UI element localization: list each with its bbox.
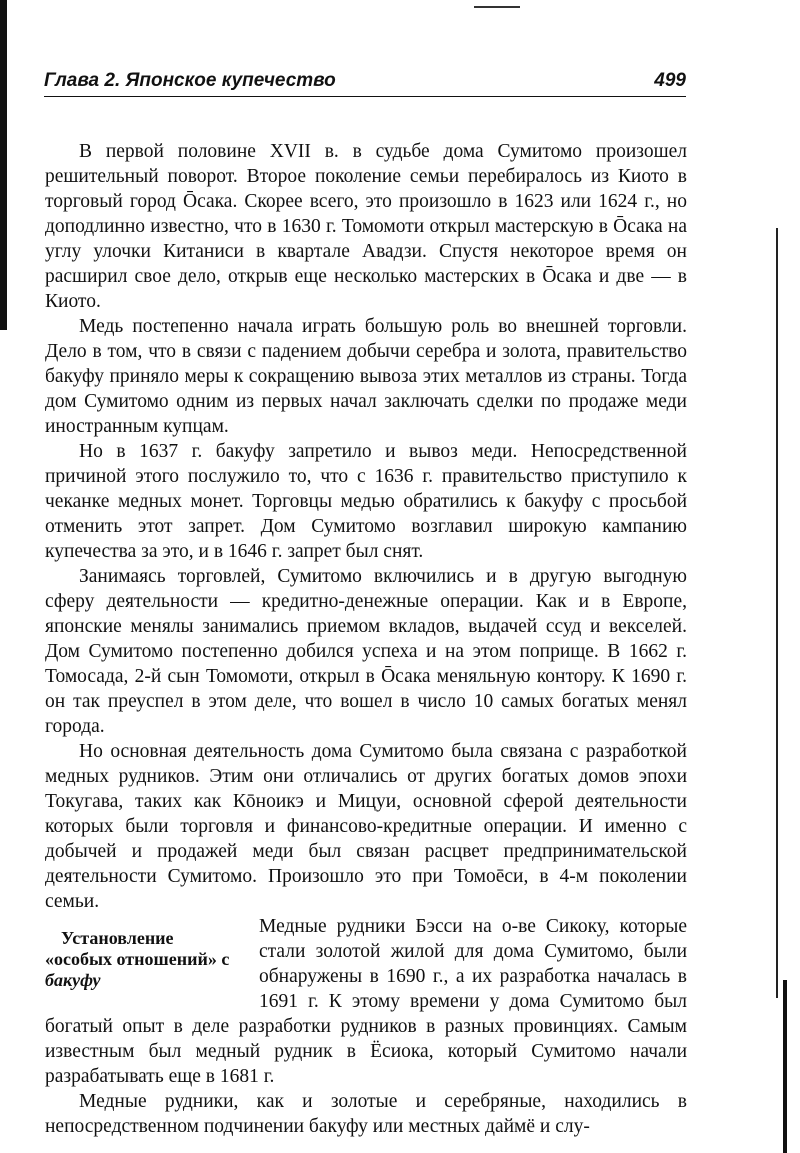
- margin-heading-text: Установление «особых отношений» с: [45, 928, 230, 969]
- scan-edge-right-lower: [783, 980, 787, 1153]
- running-header: [44, 70, 686, 97]
- page-body: [45, 139, 687, 1139]
- scan-edge-left: [0, 0, 7, 330]
- paragraph: В первой половине XVII в. в судьбе дома Сумитомо произошел решительный поворот. Второе поколение семьи перебиралось из Киото в торговый город Ōсака. Скорее всего, это произошло в 1623 или 1624 г., но доподлинно известно, что в 1630 г. Томомоти открыл мастерскую в Ōсака на углу улочки Китаниси в квартале Авадзи. Спустя некоторое время он расширил свое дело, открыв еще несколько мастерских в Ōсака и две — в Киото.: [45, 141, 687, 312]
- paragraph: Медь постепенно начала играть большую роль во внешней торговли. Дело в том, что в связи с падением добычи серебра и золота, правительство бакуфу приняло меры к сокращению вывоза этих металлов из страны. Тогда дом Сумитомо одним из первых начал заключать сделки по продаже меди иностранным купцам.: [45, 316, 687, 437]
- chapter-title: Глава 2. Японское купечество: [44, 70, 336, 91]
- scan-edge-right: [776, 228, 778, 998]
- top-rule: [474, 6, 520, 8]
- paragraph: Медные рудники Бэсси на о-ве Сикоку, которые стали золотой жилой для дома Сумитомо, были обнаружены в 1690 г., а их разработка началась в 1691 г. К этому времени у дома Сумитомо был богатый опыт в деле разработки рудников в разных провинциях. Самым известным был медный рудник в Ёсиока, который Сумитомо начали разрабатывать еще в 1681 г.: [45, 916, 687, 1087]
- paragraph-cut-off: Медные рудники, как и золотые и серебряные, находились в непосредственном подчинении бакуфу или местных даймё и слу-: [45, 1091, 687, 1137]
- margin-heading: [45, 928, 245, 991]
- paragraph: Но основная деятельность дома Сумитомо была связана с разработкой медных рудников. Этим они отличались от других богатых домов эпохи Токугава, таких как Кōноикэ и Мицуи, основной сферой деятельности которых были торговля и финансово-кредитные операции. И именно с добычей и продажей меди был связан расцвет предпринимательской деятельности Сумитомо. Произошло это при Томоēси, в 4-м поколении семьи.: [45, 741, 687, 912]
- paragraph: Занимаясь торговлей, Сумитомо включились и в другую выгодную сферу деятельности — кредитно-денежные операции. Как и в Европе, японские менялы занимались приемом вкладов, выдачей ссуд и векселей. Дом Сумитомо постепенно добился успеха и на этом поприще. В 1662 г. Томосада, 2-й сын Томомоти, открыл в Ōсака меняльную контору. К 1690 г. он так преуспел в этом деле, что вошел в число 10 самых богатых менял города.: [45, 566, 687, 737]
- sidenote-section: [45, 914, 687, 1089]
- paragraph: Но в 1637 г. бакуфу запретило и вывоз меди. Непосредственной причиной этого послужило то, что с 1636 г. правительство приступило к чеканке медных монет. Торговцы медью обратились к бакуфу с просьбой отменить этот запрет. Дом Сумитомо возглавил широкую кампанию купечества за это, и в 1646 г. запрет был снят.: [45, 441, 687, 562]
- margin-heading-italic: бакуфу: [45, 970, 101, 990]
- page-number: 499: [654, 70, 686, 91]
